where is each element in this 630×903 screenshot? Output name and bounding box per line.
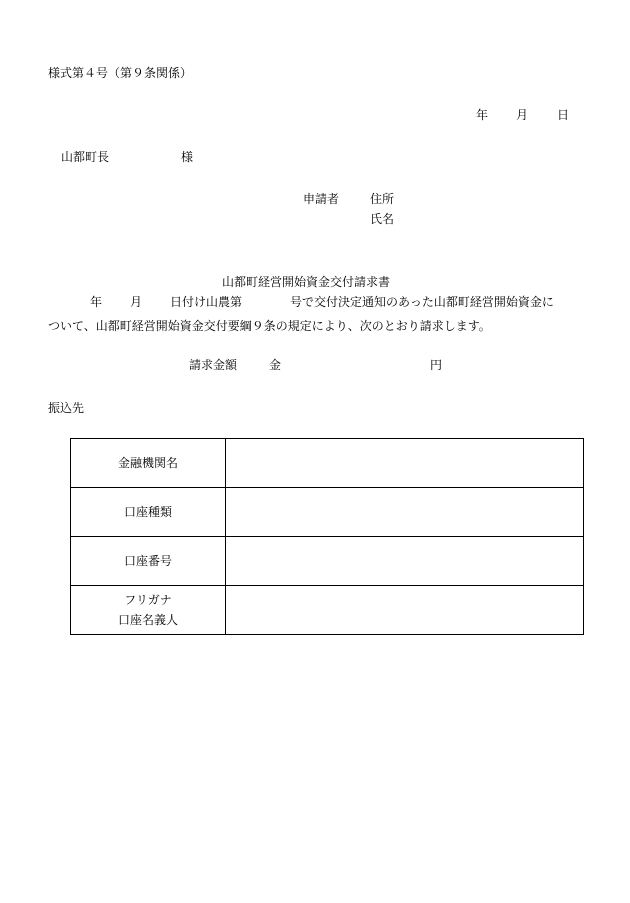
institution-field[interactable] [226,439,584,488]
amount-label: 請求金額 [189,358,238,372]
date-month-label: 月 [516,108,529,122]
account-number-field[interactable] [226,537,584,586]
name-label: 氏名 [370,212,395,226]
body-month-label: 月 [130,295,143,309]
body-text-line-2: ついて、山都町経営開始資金交付要綱９条の規定により、次のとおり請求します。 [48,319,491,333]
account-type-label: 口座種類 [71,488,226,537]
account-holder-label [71,586,226,635]
institution-label: 金融機関名 [71,439,226,488]
transfer-destination-label: 振込先 [48,401,85,415]
table-row [71,439,584,488]
account-number-label: 口座番号 [71,537,226,586]
amount-prefix: 金 [269,358,282,372]
body-year-label: 年 [90,295,103,309]
address-label: 住所 [370,192,395,206]
table-row [71,488,584,537]
form-number: 様式第４号（第９条関係） [48,66,193,80]
body-date-ref-text: 日付け山農第 [170,295,243,309]
date-year-label: 年 [476,108,489,122]
date-day-label: 日 [557,108,570,122]
account-type-field[interactable] [226,488,584,537]
bank-account-table [70,438,584,635]
amount-unit: 円 [430,358,443,372]
furigana-label: フリガナ [124,593,172,607]
holder-label: 口座名義人 [117,613,178,627]
table-row [71,586,584,635]
table-row [71,537,584,586]
account-holder-field[interactable] [226,586,584,635]
applicant-label: 申請者 [303,192,340,206]
body-decision-text: 号で交付決定通知のあった山都町経営開始資金に [290,295,554,309]
document-title: 山都町経営開始資金交付請求書 [222,275,391,289]
addressee-suffix: 様 [181,150,194,164]
addressee-name: 山都町長 [61,150,110,164]
